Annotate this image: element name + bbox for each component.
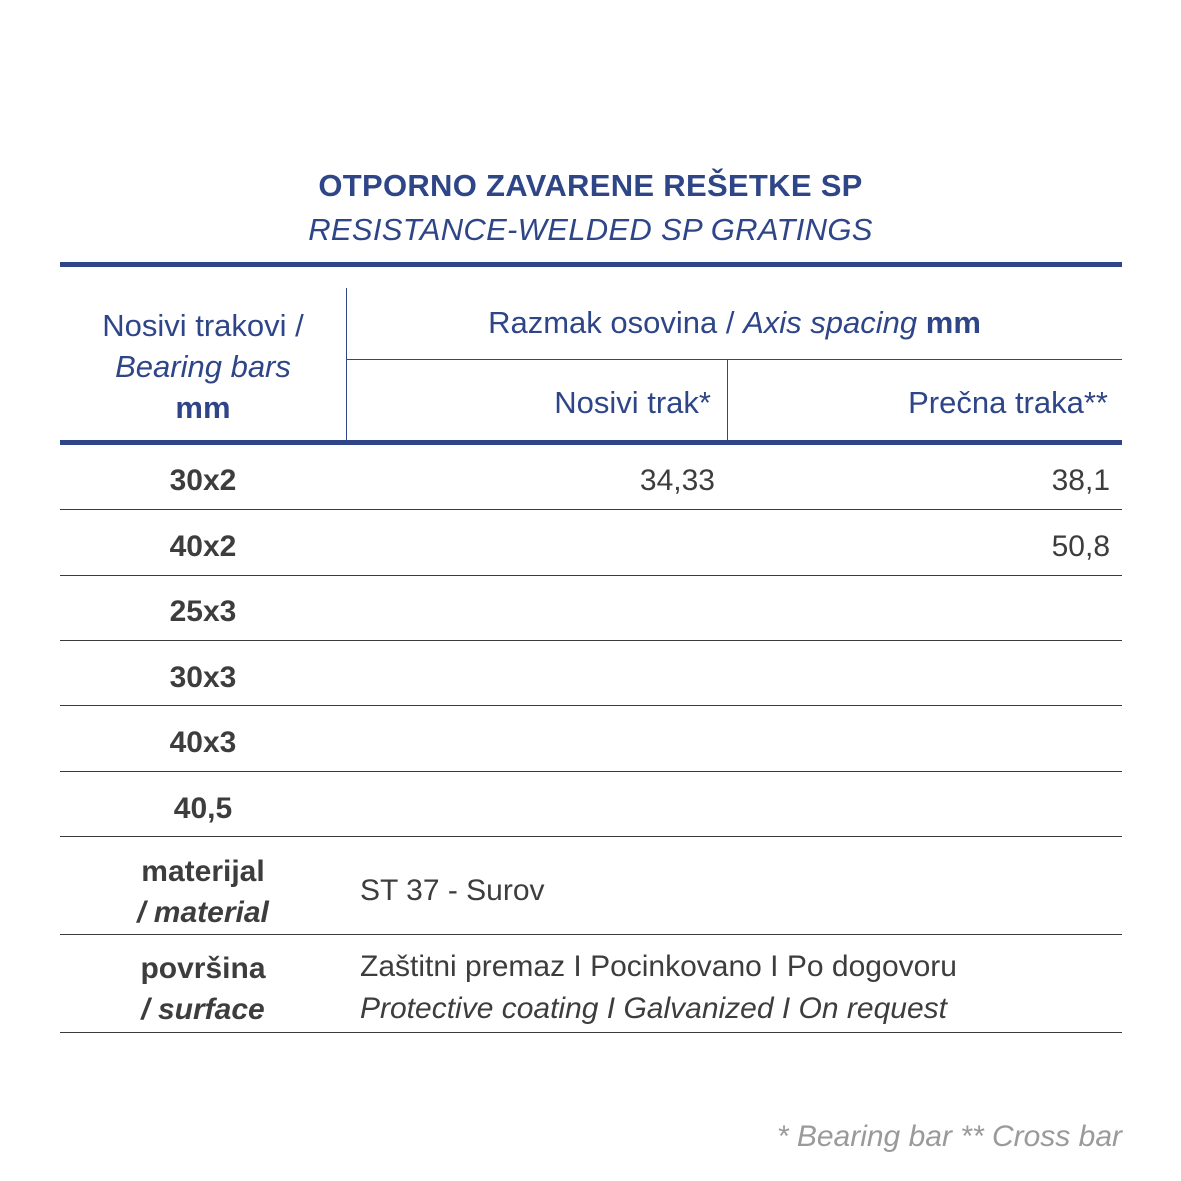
row-divider [60,836,1122,837]
header-bottom-border [60,440,1122,445]
header-subdivider [347,359,1122,360]
footnote: * Bearing bar ** Cross bar [776,1120,1122,1153]
row-label: 30x2 [169,464,237,497]
table-bottom-border [60,1032,1122,1033]
row-label: 40,5 [173,792,233,825]
row-label: 30x3 [169,661,237,694]
surface-value-local: Zaštitni premaz I Pocinkovano I Po dogovoru [360,950,957,983]
material-value: ST 37 - Surov [360,874,545,907]
material-label-line2: / material [137,896,269,929]
header-axis-spacing-part2: Axis spacing [743,305,918,340]
surface-value-english: Protective coating I Galvanized I On request [360,992,947,1025]
header-cross-bar: Prečna traka** [908,385,1108,420]
row-divider [60,575,1122,576]
header-bearing-bars-unit: mm [175,390,231,425]
row-cross-value: 50,8 [1051,530,1110,563]
surface-label-line2: / surface [141,993,265,1026]
table-top-border [60,262,1122,267]
header-axis-spacing [347,305,1122,341]
header-bearing-bar: Nosivi trak* [554,385,711,420]
row-bearing-value: 34,33 [639,464,715,497]
page-subtitle: RESISTANCE-WELDED SP GRATINGS [308,212,873,247]
row-label: 25x3 [169,595,237,628]
header-axis-spacing-unit: mm [917,305,981,340]
material-label-line1: materijal [141,855,265,888]
header-axis-spacing-part1: Razmak osovina / [488,305,744,340]
row-divider [60,509,1122,510]
header-bearing-bars [60,305,346,428]
header-bearing-bars-line2: Bearing bars [115,349,291,384]
row-divider [60,771,1122,772]
row-divider [60,934,1122,935]
row-cross-value: 38,1 [1051,464,1110,497]
surface-label-line1: površina [140,952,266,985]
surface-label [60,948,346,1030]
row-label: 40x2 [169,530,237,563]
page-title: OTPORNO ZAVARENE REŠETKE SP [318,168,863,203]
row-divider [60,705,1122,706]
header-bearing-bars-line1: Nosivi trakovi / [102,308,304,343]
row-label: 40x3 [169,726,237,759]
material-label [60,851,346,933]
row-divider [60,640,1122,641]
